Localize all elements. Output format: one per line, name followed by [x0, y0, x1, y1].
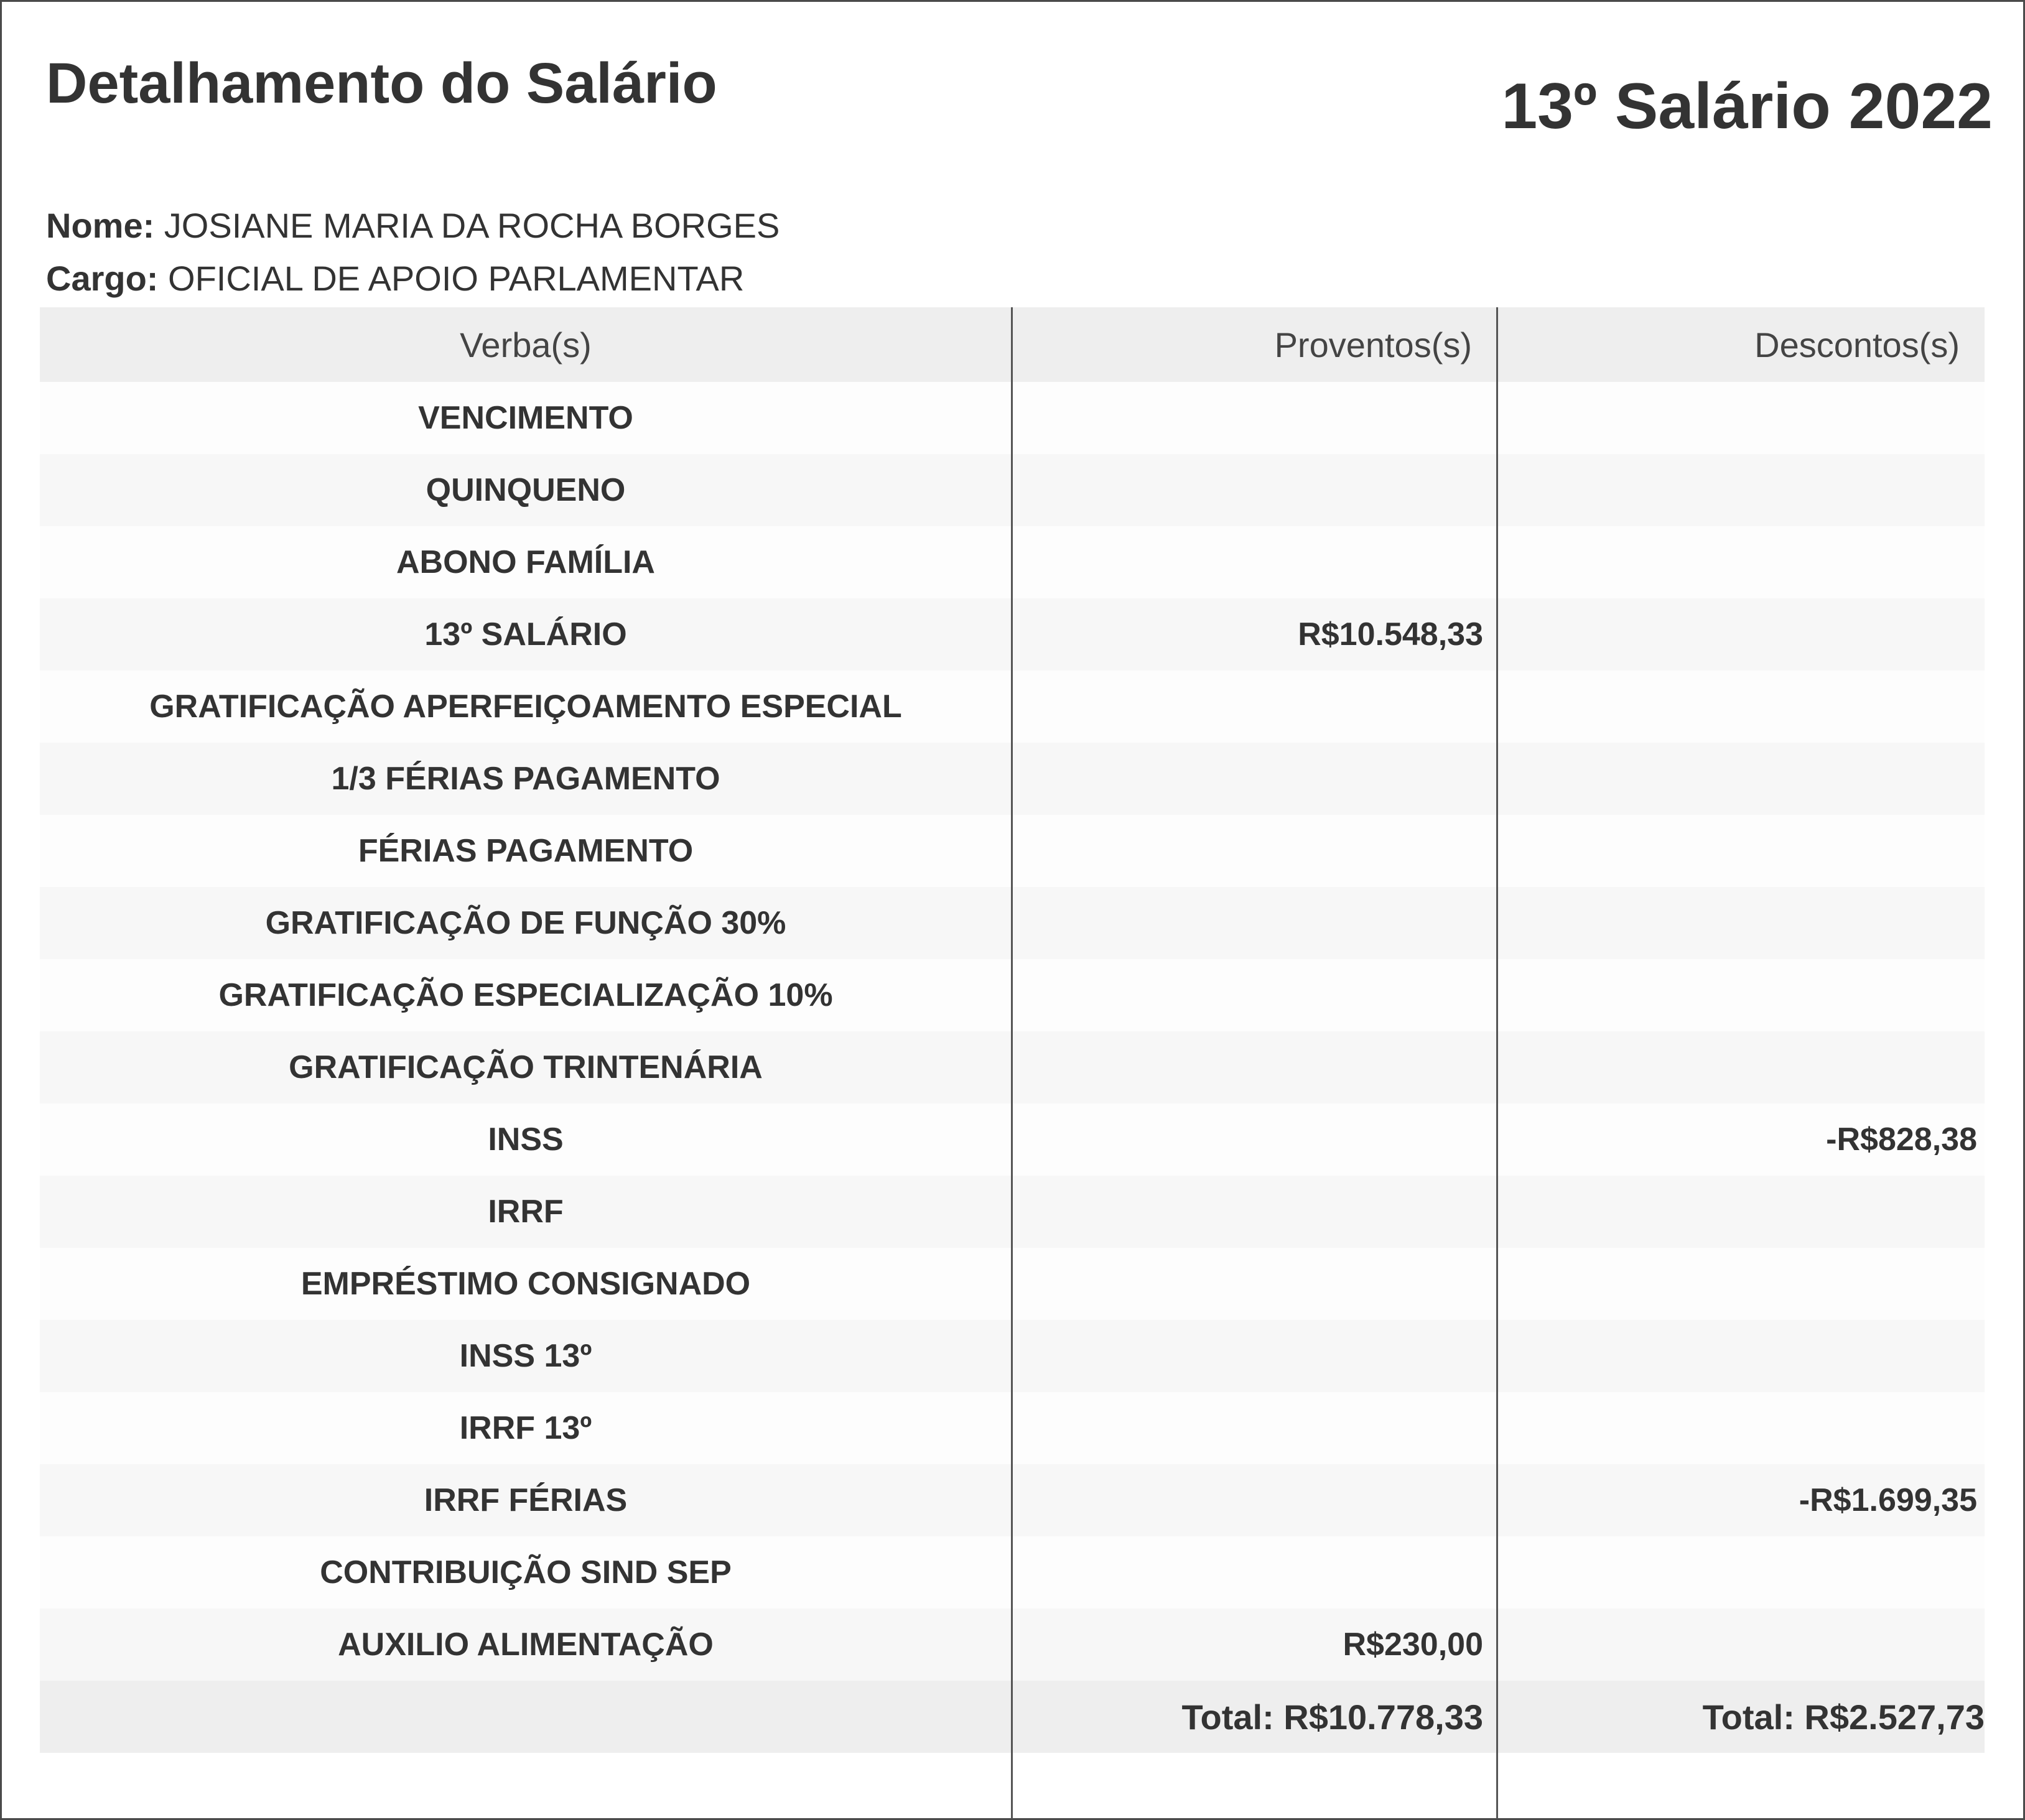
descontos-cell — [1497, 454, 1985, 526]
verba-cell: CONTRIBUIÇÃO SIND SEP — [320, 1554, 732, 1590]
proventos-cell — [1012, 1031, 1497, 1103]
verba-cell: EMPRÉSTIMO CONSIGNADO — [300, 1266, 751, 1302]
descontos-cell — [1497, 1392, 1985, 1464]
role-label: Cargo: — [46, 259, 159, 298]
descontos-cell: -R$828,38 — [1826, 1121, 1977, 1158]
proventos-cell — [1012, 1248, 1497, 1320]
name-value: JOSIANE MARIA DA ROCHA BORGES — [164, 206, 780, 245]
descontos-cell — [1497, 1031, 1985, 1103]
total-descontos: Total: R$2.527,73 — [1702, 1697, 1985, 1737]
descontos-cell — [1497, 815, 1985, 887]
totals-verba-cell — [40, 1681, 1012, 1753]
verba-cell: GRATIFICAÇÃO DE FUNÇÃO 30% — [265, 905, 786, 941]
descontos-cell — [1497, 598, 1985, 671]
verba-cell: 13º SALÁRIO — [424, 616, 627, 652]
verba-cell: VENCIMENTO — [418, 400, 633, 436]
proventos-cell — [1012, 1320, 1497, 1392]
descontos-cell — [1497, 671, 1985, 743]
verba-cell: FÉRIAS PAGAMENTO — [358, 833, 694, 869]
descontos-cell — [1497, 382, 1985, 454]
proventos-cell: R$230,00 — [1343, 1627, 1483, 1663]
employee-role — [46, 258, 744, 299]
column-divider — [1496, 307, 1498, 1819]
proventos-cell — [1012, 1392, 1497, 1464]
descontos-cell — [1497, 1248, 1985, 1320]
proventos-cell: R$10.548,33 — [1298, 616, 1483, 652]
proventos-cell — [1012, 526, 1497, 598]
total-proventos: Total: R$10.778,33 — [1181, 1697, 1483, 1737]
proventos-cell — [1012, 454, 1497, 526]
descontos-cell — [1497, 743, 1985, 815]
proventos-cell — [1012, 1176, 1497, 1248]
page-title: Detalhamento do Salário — [46, 52, 717, 115]
descontos-cell — [1497, 526, 1985, 598]
descontos-cell — [1497, 1609, 1985, 1681]
verba-cell: 1/3 FÉRIAS PAGAMENTO — [331, 761, 720, 797]
verba-cell: IRRF FÉRIAS — [424, 1482, 628, 1518]
column-header-verba: Verba(s) — [460, 325, 592, 364]
column-header-descontos: Descontos(s) — [1754, 325, 1960, 364]
verba-cell: INSS — [488, 1121, 564, 1158]
descontos-cell: -R$1.699,35 — [1799, 1482, 1977, 1518]
proventos-cell — [1012, 1464, 1497, 1536]
period-title: 13º Salário 2022 — [1501, 70, 1993, 142]
proventos-cell — [1012, 743, 1497, 815]
name-label: Nome: — [46, 206, 155, 245]
descontos-cell — [1497, 1320, 1985, 1392]
verba-cell: AUXILIO ALIMENTAÇÃO — [338, 1627, 714, 1663]
proventos-cell — [1012, 815, 1497, 887]
verba-cell: INSS 13º — [459, 1338, 592, 1374]
verba-cell: QUINQUENO — [426, 472, 626, 508]
proventos-cell — [1012, 1103, 1497, 1176]
verba-cell: ABONO FAMÍLIA — [396, 544, 655, 580]
verba-cell: IRRF — [488, 1194, 564, 1230]
proventos-cell — [1012, 671, 1497, 743]
descontos-cell — [1497, 1176, 1985, 1248]
column-divider — [1011, 307, 1013, 1819]
role-value: OFICIAL DE APOIO PARLAMENTAR — [168, 259, 745, 298]
proventos-cell — [1012, 382, 1497, 454]
proventos-cell — [1012, 1536, 1497, 1609]
descontos-cell — [1497, 1536, 1985, 1609]
employee-name — [46, 205, 780, 246]
verba-cell: GRATIFICAÇÃO APERFEIÇOAMENTO ESPECIAL — [149, 689, 902, 725]
descontos-cell — [1497, 887, 1985, 959]
proventos-cell — [1012, 959, 1497, 1031]
verba-cell: IRRF 13º — [459, 1410, 592, 1446]
proventos-cell — [1012, 887, 1497, 959]
column-header-proventos: Proventos(s) — [1274, 325, 1472, 364]
descontos-cell — [1497, 959, 1985, 1031]
verba-cell: GRATIFICAÇÃO ESPECIALIZAÇÃO 10% — [218, 977, 833, 1013]
verba-cell: GRATIFICAÇÃO TRINTENÁRIA — [289, 1049, 763, 1085]
